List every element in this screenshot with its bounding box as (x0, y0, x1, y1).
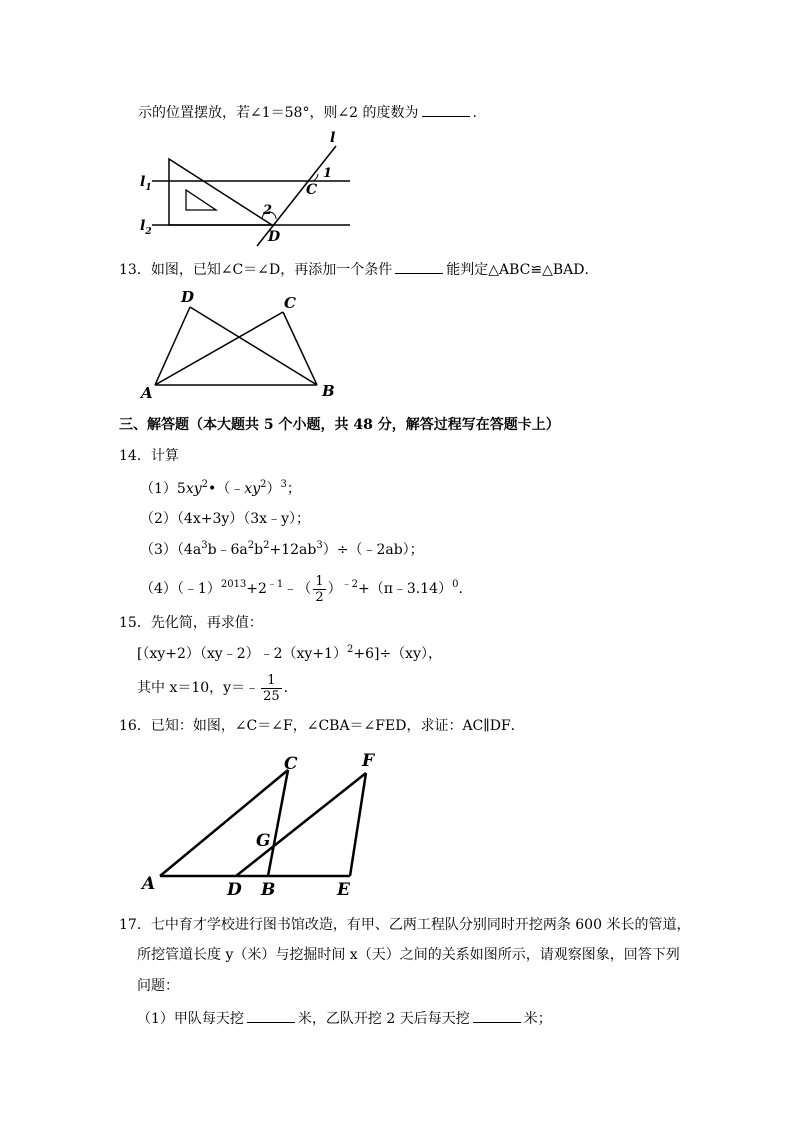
q17-part-1: （1）甲队每天挖 米，乙队开挖 2 天后每天挖 米； (137, 1011, 552, 1027)
q15-title: 15．先化简，再求值： (119, 615, 263, 631)
segment-df (236, 773, 366, 876)
q17-line-2: 所挖管道长度 y（米）与挖掘时间 x（天）之间的关系如图所示，请观察图象，回答下列 (137, 947, 680, 963)
segment-bc (268, 770, 288, 876)
label-a: A (142, 874, 156, 894)
q17-blank-b[interactable] (473, 1010, 521, 1023)
fraction-one-25: $\frac{1}{25}$ (263, 672, 280, 704)
label-d: D (227, 880, 242, 900)
q14-part-4: $(4)(﹣1)^{2013}+2^{﹣1}﹣$（ $\frac{1}{2}$ ）$^{﹣2}$+（π﹣3.14）$^0$. (140, 573, 463, 605)
q14-part-1: $(1)5xy^2•(﹣xy^2)^3$； (140, 479, 301, 497)
label-g: G (256, 831, 271, 851)
q17-line-1: 17．七中育才学校进行图书馆改造，有甲、乙两工程队分别同时开挖两条 600 米长的管道， (119, 917, 691, 933)
q14-part-2: （2）（4x+3y）（3x﹣y）； (140, 511, 310, 527)
q16-text: 16．已知：如图，∠C＝∠F，∠CBA＝∠FED，求证：AC∥DF． (119, 718, 525, 734)
segment-ac (160, 770, 288, 876)
q14-part-3: $(3)(4a^3b﹣6a^2b^2+12ab^3)\div(﹣2ab)$； (140, 540, 424, 558)
q12-text: 示的位置摆放，若∠1＝58°，则∠2 的度数为 . (138, 105, 477, 121)
label-angle-2: 2 (263, 203, 273, 218)
q17-blank-a[interactable] (247, 1010, 295, 1023)
label-l2: $l_2$ (140, 218, 152, 237)
q13-text: 13．如图，已知∠C＝∠D，再添加一个条件 能判定△ABC≌△BAD． (119, 262, 599, 278)
label-a: A (141, 384, 153, 402)
label-e: E (337, 880, 350, 900)
segment-ef (350, 773, 366, 876)
label-d: D (181, 288, 195, 306)
label-c: C (284, 294, 296, 312)
label-c: C (306, 182, 318, 198)
q15-expression: $[(xy+2)(xy﹣2)﹣2(xy+1)^2+6]\div(xy)$， (137, 644, 442, 662)
section-3-title: 三、解答题（本大题共 5 个小题，共 48 分，解答过程写在答题卡上） (119, 417, 560, 433)
q17-line-3: 问题： (137, 978, 179, 994)
label-angle-1: 1 (323, 166, 333, 181)
label-b: B (261, 880, 276, 900)
label-l: l (330, 130, 336, 146)
label-f: F (362, 751, 375, 771)
q15-condition: 其中 x＝10，y＝﹣ $\frac{1}{25}$ . (137, 672, 289, 704)
q14-title: 14．计算 (119, 448, 179, 464)
label-c: C (284, 754, 298, 774)
label-b: B (322, 382, 335, 400)
fraction-one-half: $\frac{1}{2}$ (315, 573, 324, 605)
label-d: D (268, 229, 281, 245)
label-l1: $l_1$ (140, 174, 152, 193)
